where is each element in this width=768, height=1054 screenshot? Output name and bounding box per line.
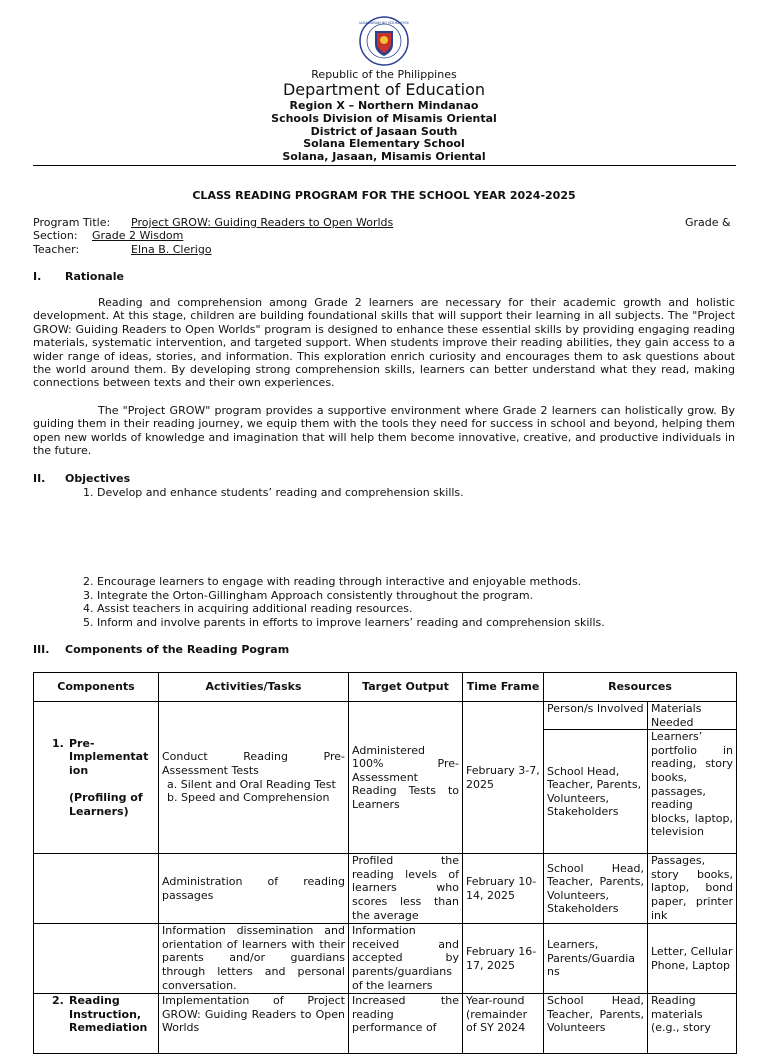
section-2-number: II. [33,472,46,485]
region-line: Region X – Northern Mindanao [289,99,479,112]
materials-cell: Passages, story books, laptop, bond paper, printer ink [648,854,737,924]
target-cell: Increased the reading performance of [349,994,463,1054]
header-resources: Resources [544,673,737,702]
objective-item: 1. Develop and enhance students’ reading and comprehension skills. [83,486,464,499]
time-cell: Year-round (remainder of SY 2024 [463,994,544,1054]
activity-cell: Administration of reading passages [159,854,349,924]
section-3-number: III. [33,643,50,656]
activity-cell: Implementation of Project GROW: Guiding Readers to Open Worlds [159,994,349,1054]
persons-cell: School Head, Teacher, Parents, Volunteers [544,994,648,1054]
component-subtitle: (Profiling of Learners) [69,791,143,818]
table-row [34,702,737,730]
header-divider [33,165,736,166]
objective-item: 2. Encourage learners to engage with reading through interactive and enjoyable methods. [83,575,582,588]
component-name: Reading Instruction, Remediation [69,994,148,1035]
teacher-value: Elna B. Clerigo [131,243,212,256]
persons-cell: Learners, Parents/Guardia ns [544,924,648,994]
republic-line: Republic of the Philippines [311,68,457,81]
component-cell [34,702,159,854]
division-line: Schools Division of Misamis Oriental [271,112,497,125]
table-row [34,854,737,924]
component-number: 1. [52,736,64,750]
activity-text: Conduct Reading Pre-Assessment Tests [162,750,345,777]
section-1-number: I. [33,270,42,283]
component-cell [34,854,159,924]
svg-text:KAGAWARAN NG EDUKASYON: KAGAWARAN NG EDUKASYON [359,21,409,25]
materials-cell: Reading materials (e.g., story [648,994,737,1054]
school-name: Solana Elementary School [303,137,465,150]
table-row [34,924,737,994]
time-cell: February 16-17, 2025 [463,924,544,994]
section-value: Grade 2 Wisdom [92,229,184,242]
objective-item: 5. Inform and involve parents in efforts to improve learners’ reading and comprehension skills. [83,616,605,629]
target-cell: Profiled the reading levels of learners who scores less than the average [349,854,463,924]
program-title-value: Project GROW: Guiding Readers to Open Worlds [131,216,394,229]
district-line: District of Jasaan South [310,125,458,138]
target-cell: Information received and accepted by parents/guardians of the learners [349,924,463,994]
objective-item: 4. Assist teachers in acquiring additional reading resources. [83,602,413,615]
document-title: CLASS READING PROGRAM FOR THE SCHOOL YEAR 2024-2025 [192,189,576,202]
activity-subitem: a. Silent and Oral Reading Test [167,777,336,791]
target-cell: Administered 100% Pre-Assessment Reading Tests to Learners [349,702,463,854]
component-name: Pre-Implementat ion [69,736,149,777]
section-1-title: Rationale [65,270,124,283]
header-target-output: Target Output [349,673,463,702]
time-cell: February 3-7, 2025 [463,702,544,854]
header-time-frame: Time Frame [463,673,544,702]
header-activities: Activities/Tasks [159,673,349,702]
component-cell [34,924,159,994]
activity-cell [159,702,349,854]
header-materials-needed: Materials Needed [648,702,737,730]
component-number: 2. [52,994,64,1008]
program-title-label: Program Title: [33,216,111,229]
activity-cell: Information dissemination and orientation of learners with their parents and/or guardians through letters and personal conversation. [159,924,349,994]
persons-cell: School Head, Teacher, Parents, Volunteers, Stakeholders [544,730,648,854]
rationale-paragraph-1: Reading and comprehension among Grade 2 learners are necessary for their academic growth and holistic development. At this stage, children are building foundational skills that will support their learning in all subjects. The "Project GROW: Guiding Readers to Open Worlds" program is designed to enhance these essential skills by providing engaging reading materials, systematic intervention, and targeted support. When students improve their reading abilities, they gain access to a wider range of ideas, stories, and information. This exploration enrich curiosity and encourages them to ask questions about the world around them. By developing strong comprehension skills, learners can better understand what they read, making connections between texts and their own experiences. [33,296,735,390]
reading-program-table [33,672,737,1054]
section-label: Section: [33,229,78,242]
grade-label: Grade & [685,216,731,229]
materials-cell: Learners’ portfolio in reading, story books, passages, reading blocks, laptop, television [648,730,737,854]
materials-cell: Letter, Cellular Phone, Laptop [648,924,737,994]
rationale-paragraph-2: The "Project GROW" program provides a supportive environment where Grade 2 learners can holistically grow. By guiding them in their reading journey, we equip them with the tools they need for success in school and beyond, helping them open new worlds of knowledge and imagination that will help them become innovative, creative, and productive individuals in the future. [33,404,735,458]
persons-cell: School Head, Teacher, Parents, Volunteers, Stakeholders [544,854,648,924]
deped-seal [359,16,409,66]
header-persons-involved: Person/s Involved [544,702,648,730]
department-name: Department of Education [282,80,486,99]
teacher-label: Teacher: [33,243,80,256]
section-2-title: Objectives [65,472,131,485]
objective-item: 3. Integrate the Orton-Gillingham Approach consistently throughout the program. [83,589,534,602]
activity-subitem: b. Speed and Comprehension [167,791,330,805]
header-components: Components [34,673,159,702]
school-address: Solana, Jasaan, Misamis Oriental [282,150,486,163]
section-3-title: Components of the Reading Pogram [65,643,290,656]
time-cell: February 10-14, 2025 [463,854,544,924]
